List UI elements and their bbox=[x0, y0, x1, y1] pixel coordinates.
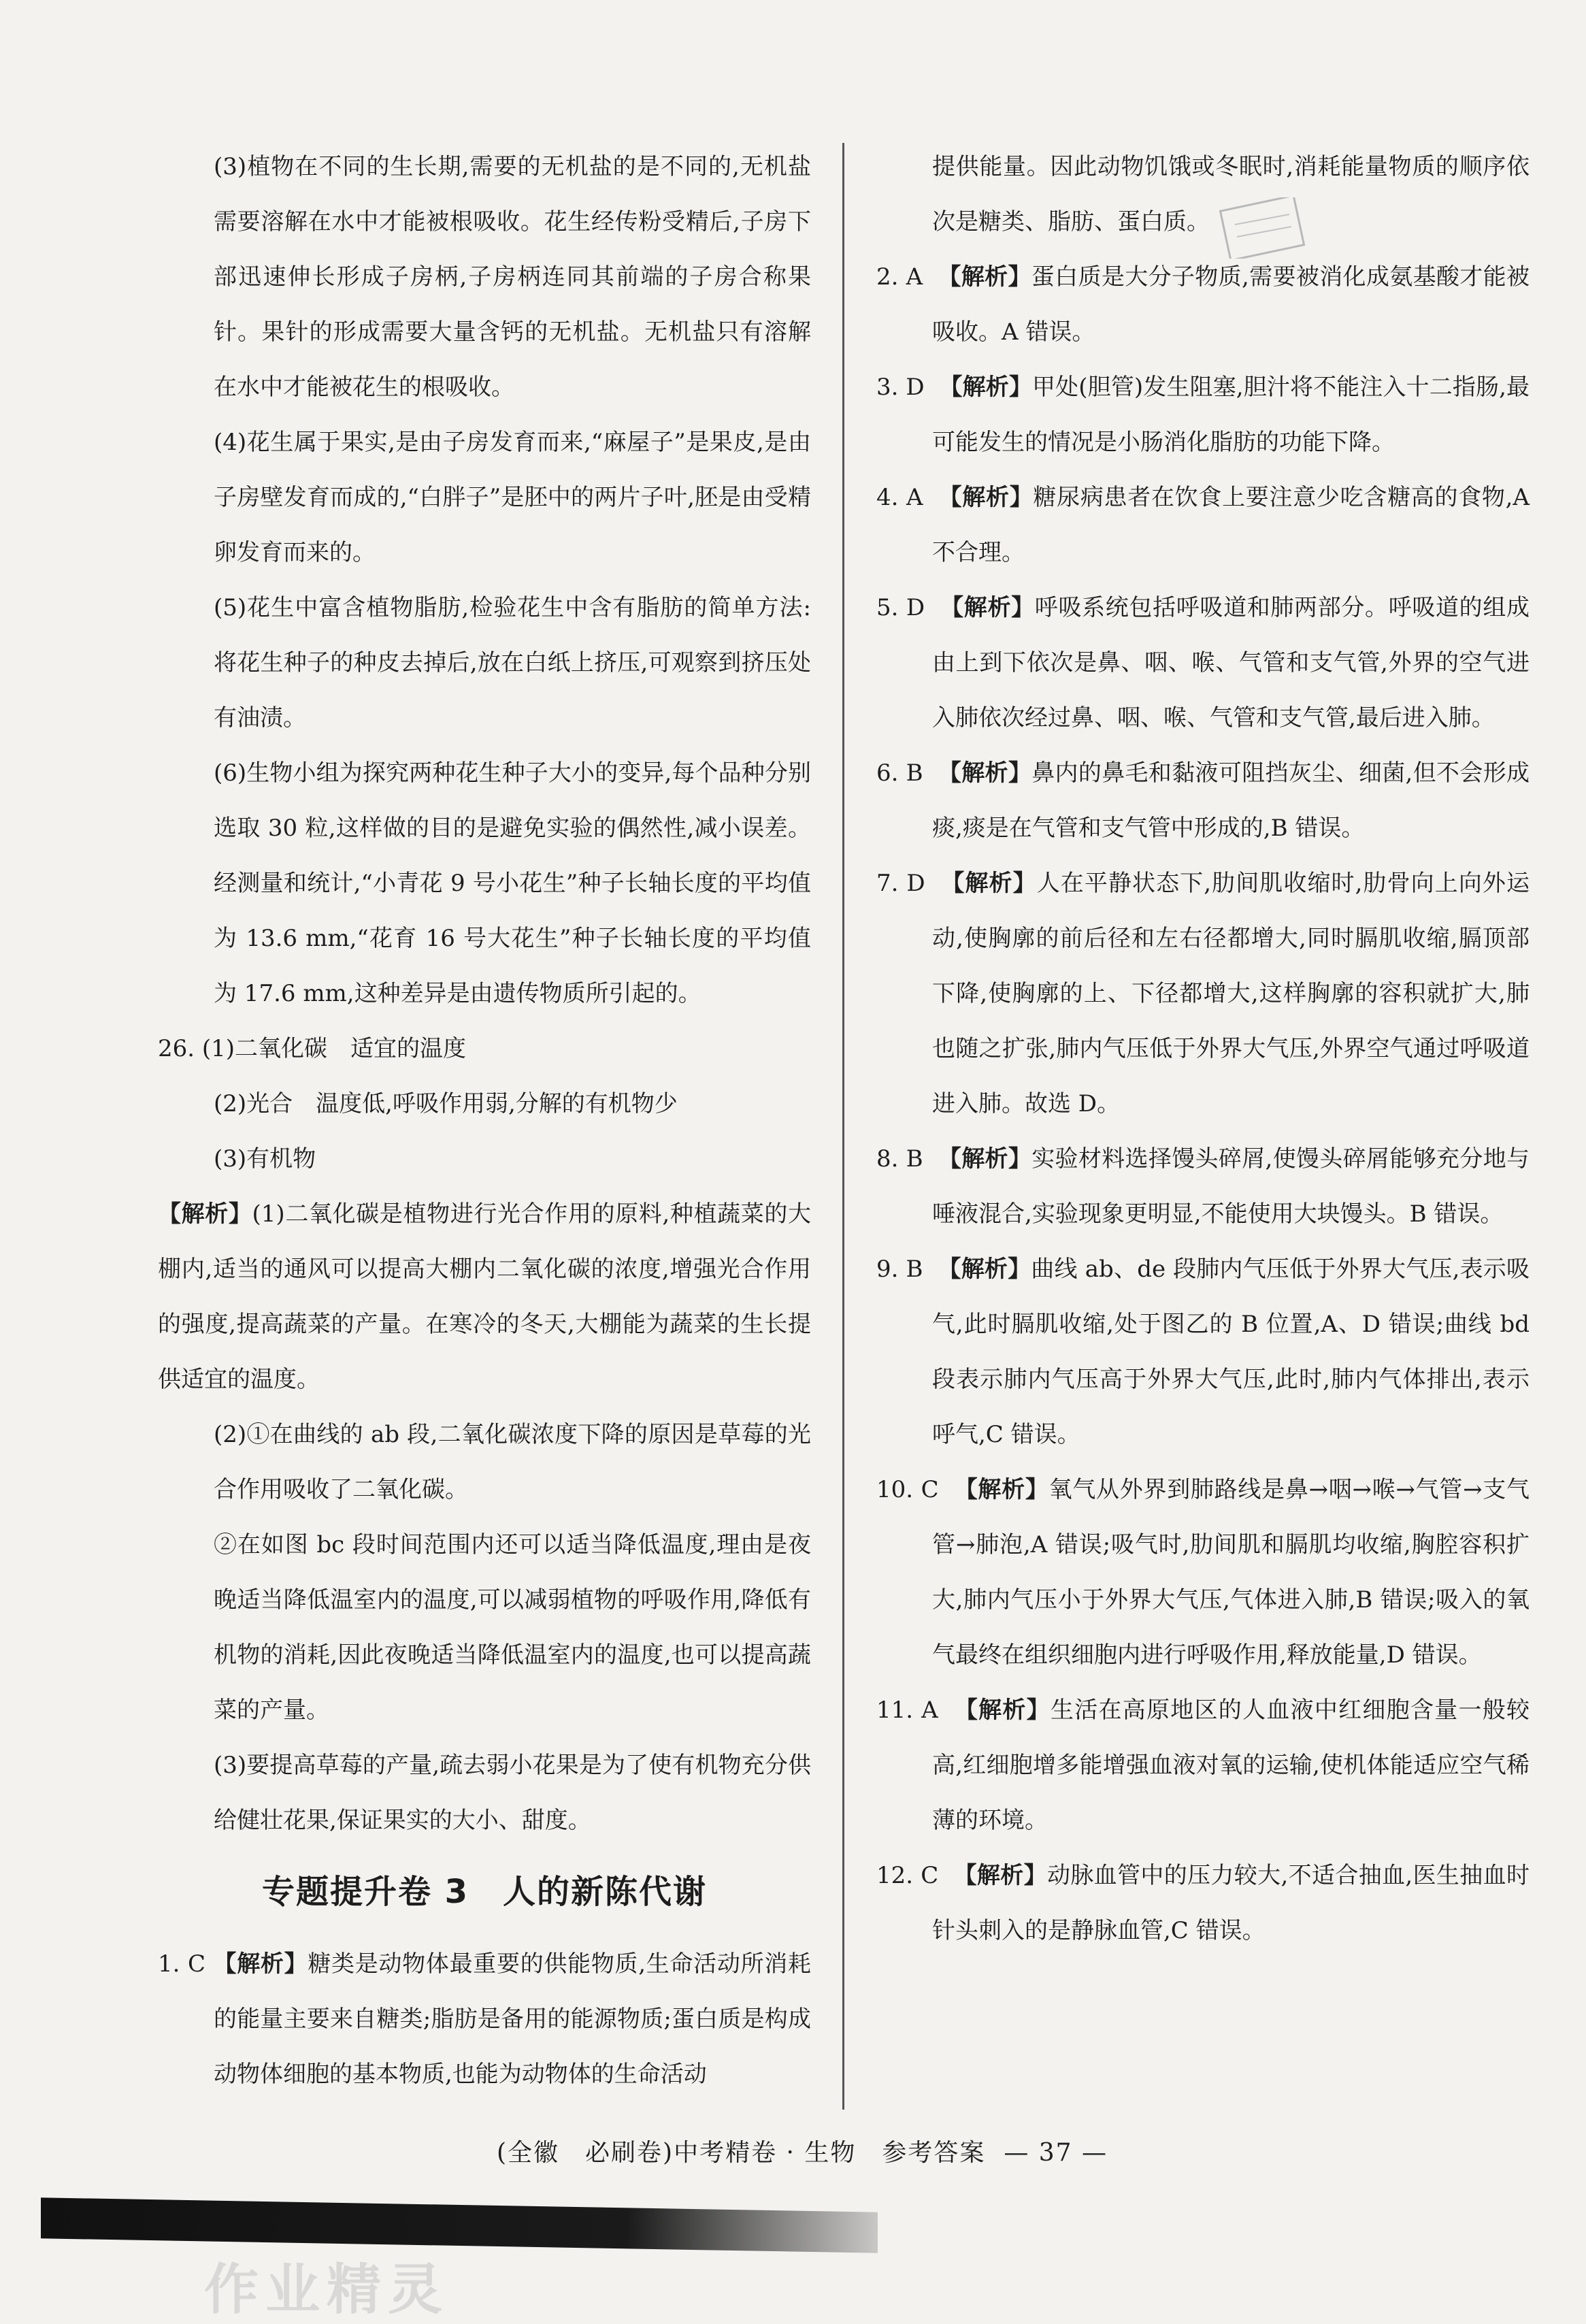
left-column bbox=[158, 140, 811, 2102]
analysis-text: 实验材料选择馒头碎屑,使馒头碎屑能够充分地与唾液混合,实验现象更明显,不能使用大块馒头。B 错误。 bbox=[932, 1145, 1530, 1228]
analysis-label: 【解析】 bbox=[954, 1476, 1049, 1503]
analysis-text: 蛋白质是大分子物质,需要被消化成氨基酸才能被吸收。A 错误。 bbox=[932, 263, 1530, 346]
q1-answer: 1. C 【解析】糖类是动物体最重要的供能物质,生命活动所消耗的能量主要来自糖类;脂肪是备用的能源物质;蛋白质是构成动物体细胞的基本物质,也能为动物体的生命活动 bbox=[158, 1950, 812, 2088]
answer-item bbox=[876, 1242, 1530, 1462]
analysis-label: 【解析】 bbox=[941, 870, 1037, 897]
answer-number: 9. B bbox=[876, 1256, 923, 1283]
answer-list bbox=[876, 250, 1530, 1959]
answer-number: 2. A bbox=[876, 263, 923, 291]
analysis-label: 【解析】 bbox=[954, 1697, 1051, 1724]
analysis-text: 人在平静状态下,肋间肌收缩时,肋骨向上向外运动,使胸廓的前后径和左右径都增大,同时膈肌收缩,膈顶部下降,使胸廓的上、下径都增大,这样胸廓的容积就扩大,肺也随之扩张,肺内气压低于外界大气压,外界空气通过呼吸道进入肺。故选 D。 bbox=[932, 870, 1530, 1117]
analysis-text: 生活在高原地区的人血液中红细胞含量一般较高,红细胞增多能增强血液对氧的运输,使机体能适应空气稀薄的环境。 bbox=[932, 1697, 1530, 1834]
analysis-label: 【解析】 bbox=[939, 374, 1033, 401]
q25-part3: (3)植物在不同的生长期,需要的无机盐的是不同的,无机盐需要溶解在水中才能被根吸收。花生经传粉受精后,子房下部迅速伸长形成子房柄,子房柄连同其前端的子房合称果针。果针的形成需要大量含钙的无机盐。无机盐只有溶解在水中才能被花生的根吸收。 bbox=[214, 153, 811, 401]
answer-number: 8. B bbox=[876, 1145, 923, 1173]
q26-number: 26. bbox=[158, 1035, 195, 1062]
scan-edge-shadow bbox=[41, 2197, 878, 2253]
answer-item bbox=[876, 746, 1530, 856]
right-column bbox=[876, 140, 1530, 1959]
answer-number: 4. A bbox=[876, 484, 923, 511]
analysis-text: 动脉血管中的压力较大,不适合抽血,医生抽血时针头刺入的是静脉血管,C 错误。 bbox=[932, 1862, 1530, 1944]
answer-item bbox=[876, 470, 1530, 580]
analysis-text: 糖尿病患者在饮食上要注意少吃含糖高的食物,A 不合理。 bbox=[932, 484, 1530, 566]
q26-answer-1: 26. (1)二氧化碳 适宜的温度 bbox=[158, 1035, 467, 1062]
q26-answer-2: (2)光合 温度低,呼吸作用弱,分解的有机物少 bbox=[214, 1090, 678, 1117]
analysis-label: 【解析】 bbox=[940, 594, 1035, 621]
analysis-text: 鼻内的鼻毛和黏液可阻挡灰尘、细菌,但不会形成痰,痰是在气管和支气管中形成的,B 错误。 bbox=[932, 759, 1530, 842]
answer-number: 6. B bbox=[876, 759, 923, 787]
q26-analysis-1: 【解析】(1)二氧化碳是植物进行光合作用的原料,种植蔬菜的大棚内,适当的通风可以提高大棚内二氧化碳的浓度,增强光合作用的强度,提高蔬菜的产量。在寒冷的冬天,大棚能为蔬菜的生长提供适宜的温度。 bbox=[158, 1200, 812, 1393]
answer-number: 12. C bbox=[876, 1862, 939, 1889]
analysis-label: 【解析】 bbox=[158, 1200, 252, 1228]
analysis-text: 氧气从外界到肺路线是鼻→咽→喉→气管→支气管→肺泡,A 错误;吸气时,肋间肌和膈肌均收缩,胸腔容积扩大,肺内气压小于外界大气压,气体进入肺,B 错误;吸入的氧气最终在组织细胞内进行呼吸作用,释放能量,D 错误。 bbox=[932, 1476, 1530, 1669]
watermark: 作业精灵 bbox=[204, 2258, 449, 2321]
answer-number: 5. D bbox=[876, 594, 925, 621]
answer-item bbox=[876, 1132, 1530, 1242]
answer-item bbox=[876, 856, 1530, 1132]
answer-item bbox=[876, 1683, 1530, 1848]
stamp-mark bbox=[1218, 197, 1306, 259]
q26-answer-3: (3)有机物 bbox=[214, 1145, 316, 1173]
q25-part6: (6)生物小组为探究两种花生种子大小的变异,每个品种分别选取 30 粒,这样做的目的是避免实验的偶然性,减小误差。经测量和统计,“小青花 9 号小花生”种子长轴长度的平均值为 13.6 mm,“花育 16 号大花生”种子长轴长度的平均值为 17.6 mm,这种差异是由遗传物质所引起的。 bbox=[214, 759, 811, 1007]
q25-part5: (5)花生中富含植物脂肪,检验花生中含有脂肪的简单方法:将花生种子的种皮去掉后,放在白纸上挤压,可观察到挤压处有油渍。 bbox=[214, 594, 811, 732]
q1-continuation: 提供能量。因此动物饥饿或冬眠时,消耗能量物质的顺序依次是糖类、脂肪、蛋白质。 bbox=[932, 153, 1530, 235]
analysis-label: 【解析】 bbox=[953, 1862, 1047, 1889]
answer-item bbox=[876, 580, 1530, 746]
footer-title: (全徽 必刷卷)中考精卷 · 生物 参考答案 bbox=[497, 2139, 986, 2167]
answer-item bbox=[876, 1848, 1530, 1959]
answer-number: 3. D bbox=[876, 374, 925, 401]
q26-analysis-2: (2)①在曲线的 ab 段,二氧化碳浓度下降的原因是草莓的光合作用吸收了二氧化碳。 bbox=[214, 1421, 811, 1503]
analysis-text: 呼吸系统包括呼吸道和肺两部分。呼吸道的组成由上到下依次是鼻、咽、喉、气管和支气管,外界的空气进入肺依次经过鼻、咽、喉、气管和支气管,最后进入肺。 bbox=[932, 594, 1530, 732]
page-footer bbox=[497, 2133, 1177, 2168]
answer-number: 10. C bbox=[876, 1476, 939, 1503]
answer-item bbox=[876, 360, 1530, 470]
answer-item bbox=[876, 250, 1530, 360]
answer-number: 11. A bbox=[876, 1697, 938, 1724]
analysis-text: 曲线 ab、de 段肺内气压低于外界大气压,表示吸气,此时膈肌收缩,处于图乙的 B 位置,A、D 错误;曲线 bd 段表示肺内气压高于外界大气压,此时,肺内气体排出,表示呼气,C 错误。 bbox=[932, 1256, 1530, 1448]
analysis-label: 【解析】 bbox=[938, 759, 1032, 787]
q26-analysis-4: (3)要提高草莓的产量,疏去弱小花果是为了使有机物充分供给健壮花果,保证果实的大小、甜度。 bbox=[214, 1752, 811, 1834]
analysis-label: 【解析】 bbox=[938, 263, 1031, 291]
column-divider bbox=[842, 143, 844, 2110]
section-title: 专题提升卷 3 人的新陈代谢 bbox=[261, 1873, 708, 1911]
analysis-label: 【解析】 bbox=[938, 1256, 1031, 1283]
analysis-label: 【解析】 bbox=[938, 1145, 1032, 1173]
analysis-text: 甲处(胆管)发生阻塞,胆汁将不能注入十二指肠,最可能发生的情况是小肠消化脂肪的功能下降。 bbox=[932, 374, 1530, 456]
page-number: — 37 — bbox=[1004, 2139, 1108, 2167]
analysis-label: 【解析】 bbox=[938, 484, 1034, 511]
q26-analysis-3: ②在如图 bc 段时间范围内还可以适当降低温度,理由是夜晚适当降低温室内的温度,可以减弱植物的呼吸作用,降低有机物的消耗,因此夜晚适当降低温室内的温度,也可以提高蔬菜的产量。 bbox=[214, 1531, 811, 1724]
answer-item bbox=[876, 1462, 1530, 1683]
q25-part4: (4)花生属于果实,是由子房发育而来,“麻屋子”是果皮,是由子房壁发育而成的,“白胖子”是胚中的两片子叶,胚是由受精卵发育而来的。 bbox=[214, 429, 811, 566]
answer-number: 7. D bbox=[876, 870, 925, 897]
